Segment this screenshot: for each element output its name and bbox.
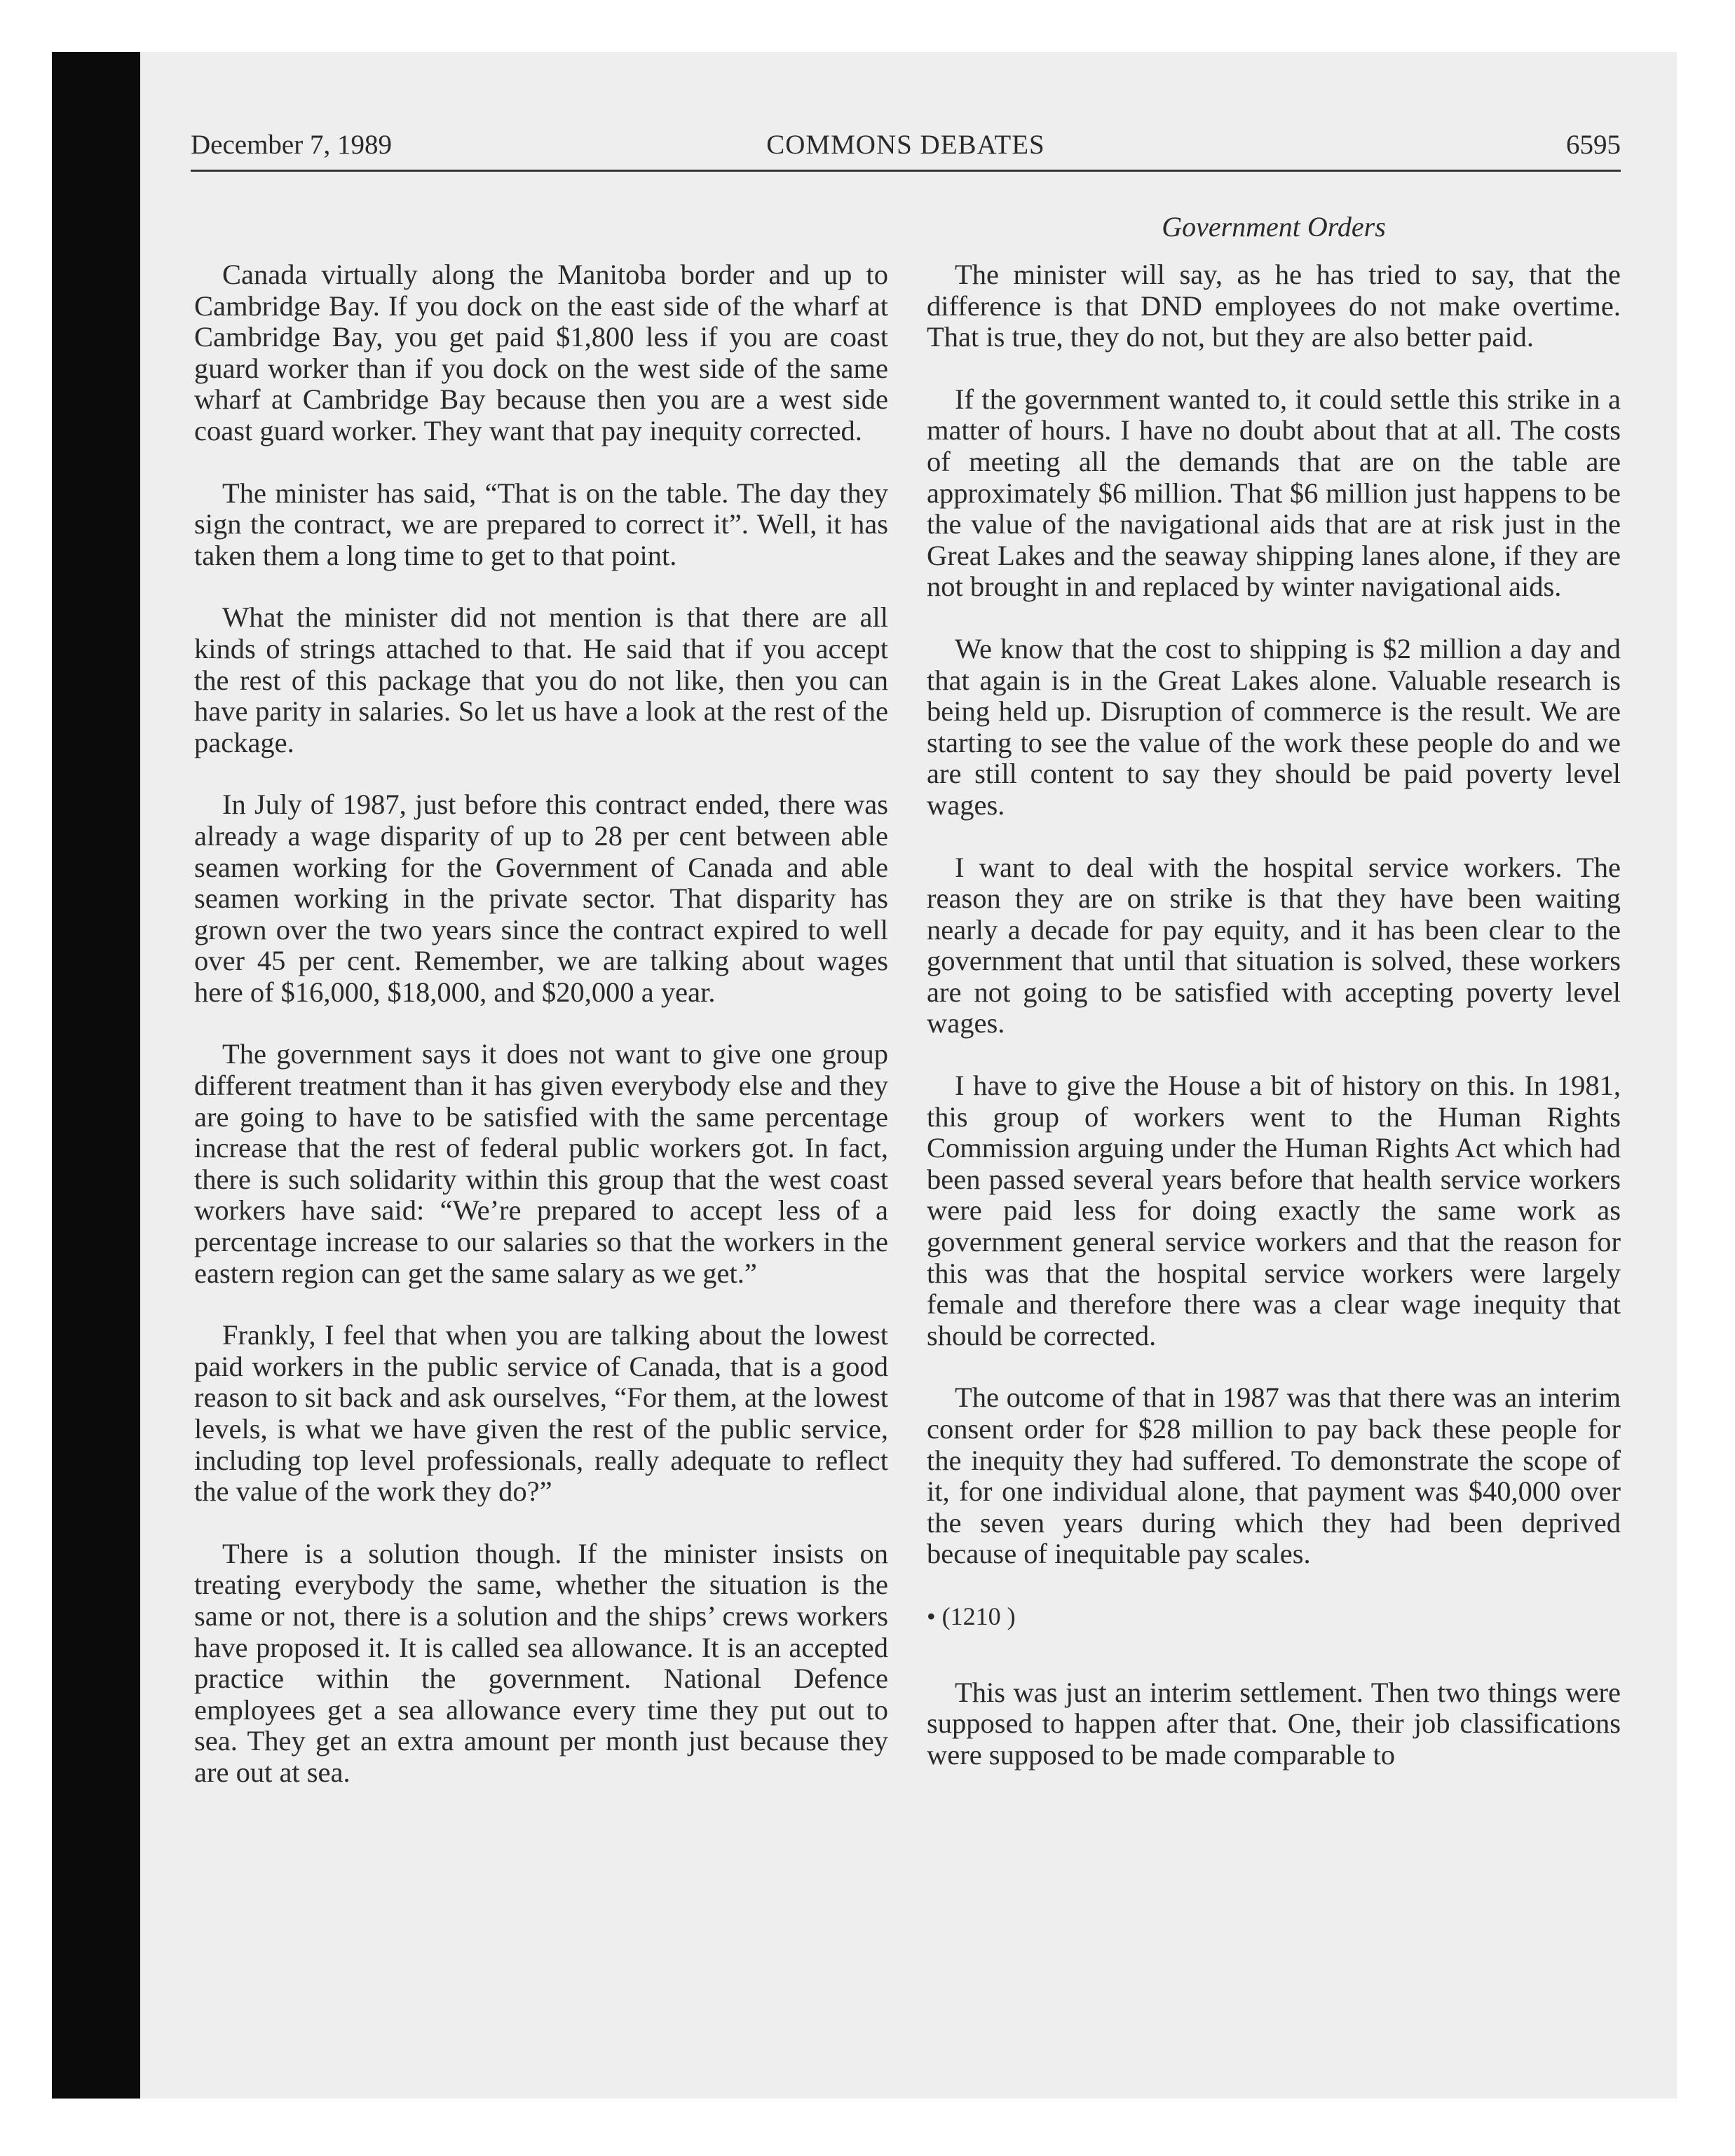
paragraph: The government says it does not want to give one group different treatment than it has given everybody else and they are going to have to be satisfied with the same percentage increase that the rest of federal public workers got. In fact, there is such solidarity within this group that the west coast workers have said: “We’re prepared to accept less of a percentage increase to our salaries so that the workers in the eastern region can get the same salary as we get.” [194, 1038, 888, 1289]
paragraph: Canada virtually along the Manitoba border and up to Cambridge Bay. If you dock on the east side of the wharf at Cambridge Bay, you get paid $1,800 less if you are coast guard worker than if you dock on the west side of the same wharf at Cambridge Bay because then you are a west side coast guard worker. They want that pay inequity corrected. [194, 259, 888, 446]
page-number: 6595 [1566, 130, 1621, 160]
paragraph: We know that the cost to shipping is $2 million a day and that again is in the Great Lakes alone. Valuable research is being held up. Disruption of commerce is the result. We are starting to see the value of the work these people do and we are still content to say they should be paid poverty level wages. [927, 632, 1621, 821]
paragraph: This was just an interim settlement. Then two things were supposed to happen after that. One, their job classifications were supposed to be made comparable to [927, 1676, 1621, 1770]
paragraph: I have to give the House a bit of history on this. In 1981, this group of workers went to the Human Rights Commission arguing under the Human Rights Act which had been passed several years before that health service workers were paid less for doing exactly the same work as government general service workers and that the reason for this was that the hospital service workers were largely female and therefore there was a clear wage inequity that should be corrected. [927, 1070, 1621, 1351]
publication-title: COMMONS DEBATES [766, 130, 1045, 160]
running-head [191, 128, 1621, 172]
paragraph: In July of 1987, just before this contract ended, there was already a wage disparity of up to 28 per cent between able seamen working for the Government of Canada and able seamen working in the private sector. That disparity has grown over the two years since the contract expired to well over 45 per cent. Remember, we are talking about wages here of $16,000, $18,000, and $20,000 a year. [194, 789, 888, 1008]
paragraph: If the government wanted to, it could settle this strike in a matter of hours. I have no doubt about that at all. The costs of meeting all the demands that are on the table are approximately $6 million. That $6 million just happens to be the value of the navigational aids that are at risk just in the Great Lakes and the seaway shipping lanes alone, if they are not brought in and replaced by winter navigational aids. [927, 383, 1621, 603]
left-column [194, 259, 888, 1820]
paragraph: Frankly, I feel that when you are talking about the lowest paid workers in the public service of Canada, that is a good reason to sit back and ask ourselves, “For them, at the lowest levels, is what we have given the rest of the public service, including top level professionals, really adequate to reflect the value of the work they do?” [194, 1319, 888, 1508]
section-heading: Government Orders [1162, 211, 1386, 243]
paragraph: There is a solution though. If the minister insists on treating everybody the same, whether the situation is the same or not, there is a solution and the ships’ crews workers have proposed it. It is called sea allowance. It is an accepted practice within the government. National Defence employees get a sea allowance every time they put out to sea. They get an extra amount per month just because they are out at sea. [194, 1537, 888, 1788]
paragraph: I want to deal with the hospital service workers. The reason they are on strike is that they have been waiting nearly a decade for pay equity, and it has been clear to the government that until that situation is solved, these workers are not going to be satisfied with accepting poverty level wages. [927, 851, 1621, 1039]
paragraph: The minister has said, “That is on the table. The day they sign the contract, we are prepared to correct it”. Well, it has taken them a long time to get to that point. [194, 477, 888, 571]
header-date: December 7, 1989 [191, 130, 392, 160]
paragraph: The minister will say, as he has tried to say, that the difference is that DND employees do not make overtime. That is true, they do not, but they are also better paid. [927, 259, 1621, 353]
paragraph: What the minister did not mention is that there are all kinds of strings attached to that. He said that if you accept the rest of this package that you do not like, then you can have parity in salaries. So let us have a look at the rest of the package. [194, 601, 888, 758]
paragraph: The outcome of that in 1987 was that there was an interim consent order for $28 million to pay back these people for the inequity they had suffered. To demonstrate the scope of it, for one individual alone, that payment was $40,000 over the seven years during which they had been deprived because of inequitable pay scales. [927, 1381, 1621, 1570]
time-marker: • (1210 ) [927, 1602, 1016, 1630]
right-column [927, 259, 1621, 1801]
binding-edge [52, 52, 140, 2099]
